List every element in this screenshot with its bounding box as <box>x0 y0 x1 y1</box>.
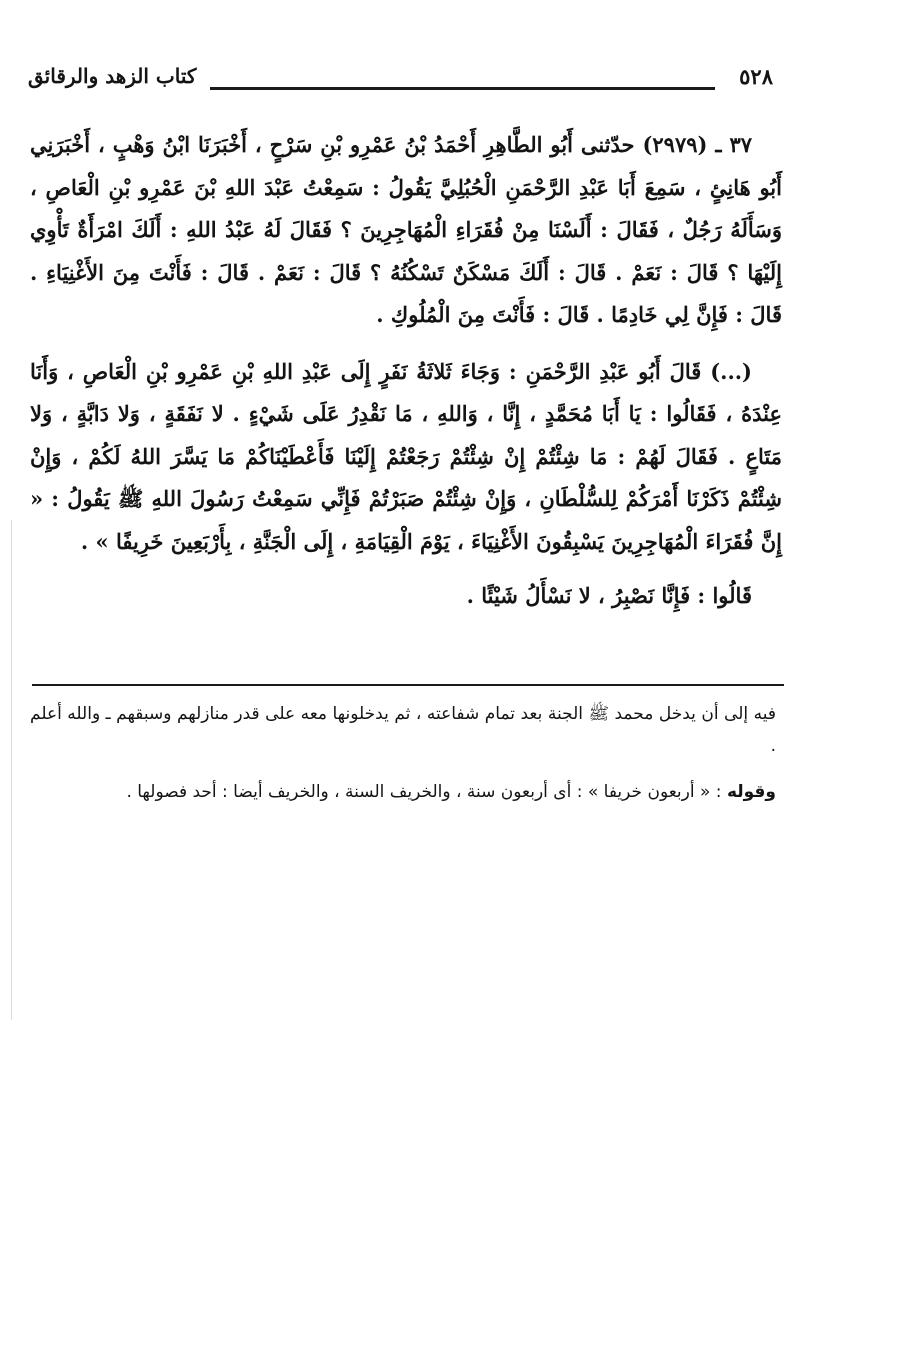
footnote-1: فيه إلى أن يدخل محمد ﷺ الجنة بعد تمام شفاعته ، ثم يدخلونها معه على قدر منازلهم وسبقهم ـ والله أعلم . <box>30 704 776 756</box>
footnote-2-keyword: وقوله <box>726 782 776 802</box>
footnote-2 <box>30 776 776 808</box>
page-number: ٥٢٨ <box>739 64 773 89</box>
footnote-2-text: : « أربعون خريفا » : أى أربعون سنة ، والخريف السنة ، والخريف أيضا : أحد فصولها . <box>126 782 722 802</box>
footnote-divider <box>32 684 784 686</box>
reply-paragraph: قَالُوا : فَإِنَّا نَصْبِرُ ، لا نَسْأَلُ شَيْئًا . <box>466 583 752 608</box>
running-title: كتاب الزهد والرقائق <box>28 64 197 88</box>
footnotes <box>30 698 776 808</box>
hadith-paragraph: ٣٧ ـ (٢٩٧٩) حدّثنى أَبُو الطَّاهِرِ أَحْمَدُ بْنُ عَمْرِو بْنِ سَرْحٍ ، أَخْبَرَنَا ابْنُ وَهْبٍ ، أَخْبَرَنِي أَبُو هَانِئٍ ، سَمِعَ أَبَا عَبْدِ الرَّحْمَنِ الْحُبُلِيَّ يَقُولُ : سَمِعْتُ عَبْدَ اللهِ بْنَ عَمْرِو بْنِ الْعَاصِ ، وَسَأَلَهُ رَجُلٌ ، فَقَالَ : أَلَسْنَا مِنْ فُقَرَاءِ الْمُهَاجِرِينَ ؟ فَقَالَ لَهُ عَبْدُ اللهِ : أَلَكَ امْرَأَةٌ تَأْوِي إِلَيْهَا ؟ قَالَ : نَعَمْ . قَالَ : أَلَكَ مَسْكَنٌ تَسْكُنُهُ ؟ قَالَ : نَعَمْ . قَالَ : فَأَنْتَ مِنَ الأَغْنِيَاءِ . قَالَ : فَإِنَّ لِي خَادِمًا . قَالَ : فَأَنْتَ مِنَ الْمُلُوكِ . <box>30 132 782 327</box>
scan-edge-line <box>11 520 12 1020</box>
narration-paragraph: (...) قَالَ أَبُو عَبْدِ الرَّحْمَنِ : وَجَاءَ ثَلاثَةُ نَفَرٍ إِلَى عَبْدِ اللهِ بْنِ عَمْرِو بْنِ الْعَاصِ ، وَأَنَا عِنْدَهُ ، فَقَالُوا : يَا أَبَا مُحَمَّدٍ ، إِنَّا ، وَاللهِ ، مَا نَقْدِرُ عَلَى شَيْءٍ . لا نَفَقَةٍ ، وَلا دَابَّةٍ ، وَلا مَتَاعٍ . فَقَالَ لَهُمْ : مَا شِئْتُمْ إِنْ شِئْتُمْ رَجَعْتُمْ إِلَيْنَا فَأَعْطَيْنَاكُمْ مَا يَسَّرَ اللهُ لَكُمْ ، وَإِنْ شِئْتُمْ ذَكَرْنَا أَمْرَكُمْ لِلسُّلْطَانِ ، وَإِنْ شِئْتُمْ صَبَرْتُمْ فَإِنِّي سَمِعْتُ رَسُولَ اللهِ ﷺ يَقُولُ : « إِنَّ فُقَرَاءَ الْمُهَاجِرِينَ يَسْبِقُونَ الأَغْنِيَاءَ ، يَوْمَ الْقِيَامَةِ ، إِلَى الْجَنَّةِ ، بِأَرْبَعِينَ خَرِيفًا » . <box>30 358 782 554</box>
header-rule <box>210 87 715 90</box>
page-header <box>28 58 773 98</box>
main-text <box>30 124 782 618</box>
